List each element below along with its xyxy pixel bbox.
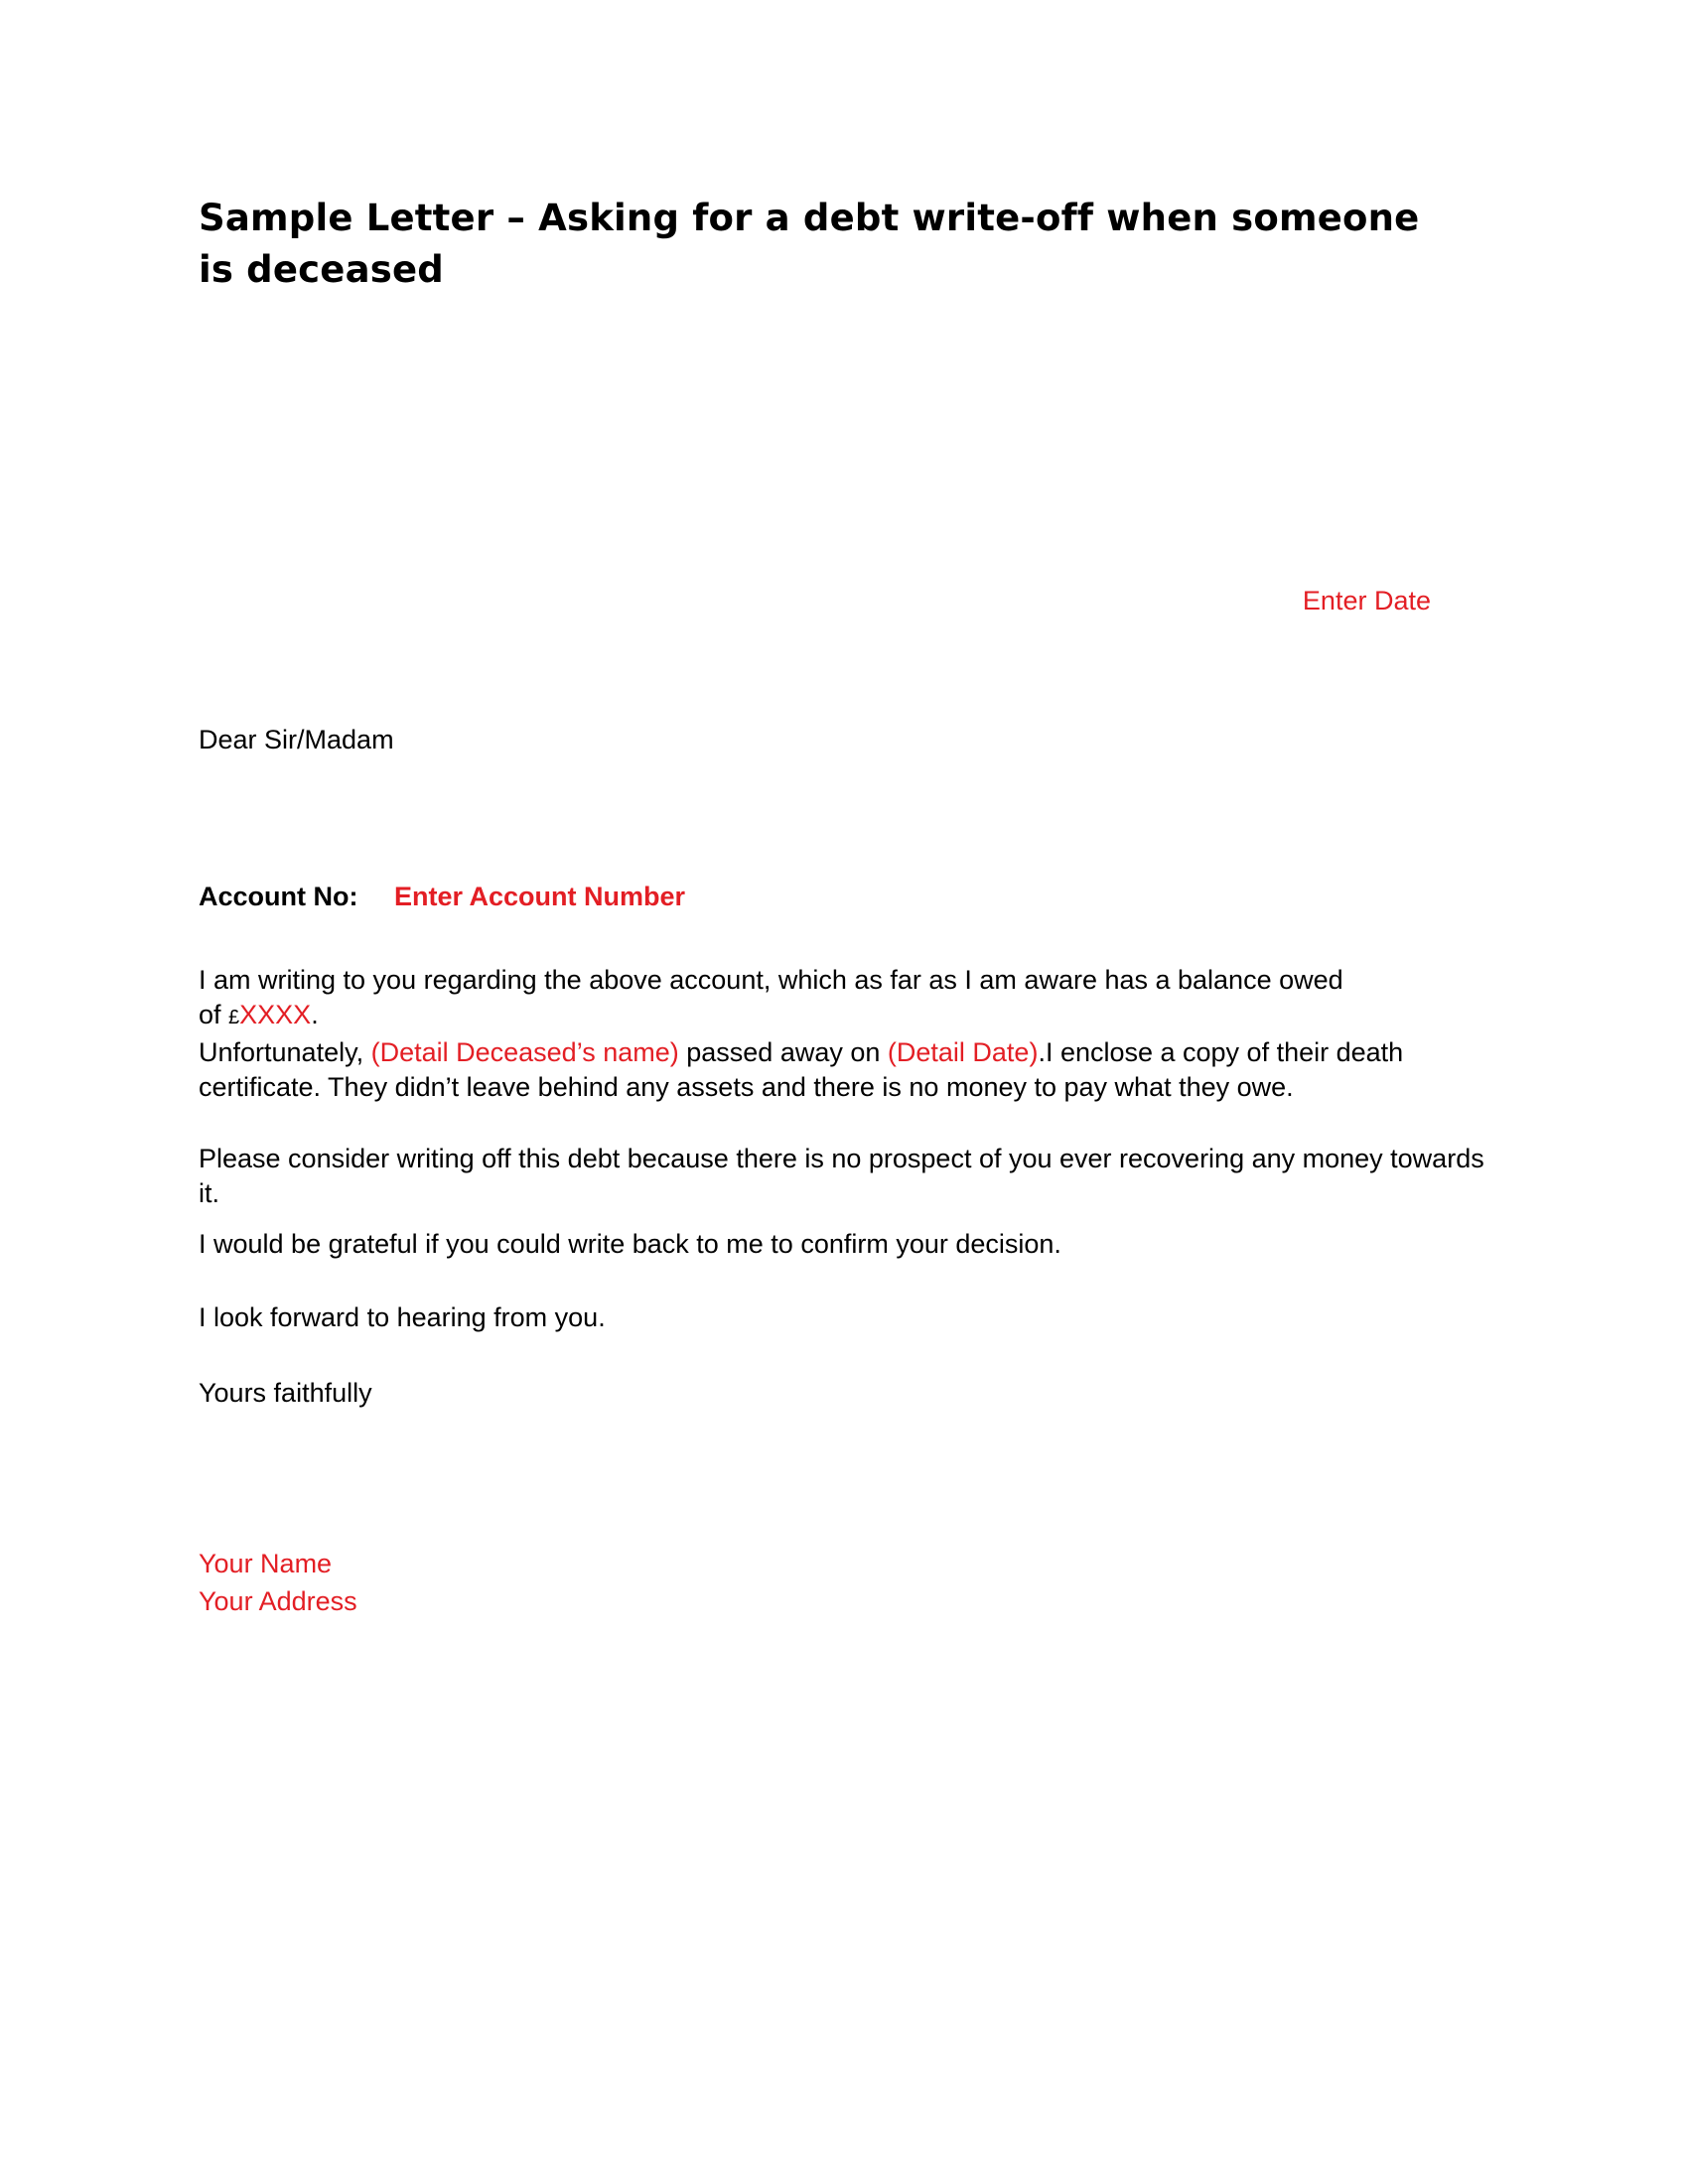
paragraph-confirm-decision: I would be grateful if you could write back to me to confirm your decision. [199, 1229, 1061, 1259]
deceased-name-placeholder: (Detail Deceased’s name) [370, 1037, 679, 1067]
account-row [199, 880, 685, 914]
of-prefix: of [199, 1000, 229, 1029]
passed-away-text: passed away on [678, 1037, 888, 1067]
paragraph-write-off-request: Please consider writing off this debt because there is no prospect of you ever recovering any money towards it. [199, 1144, 1484, 1208]
salutation: Dear Sir/Madam [199, 725, 394, 754]
letter-title: Sample Letter – Asking for a debt write-off when someone is deceased [199, 197, 1420, 291]
your-name-placeholder: Your Name [199, 1549, 333, 1578]
account-label: Account No: [199, 882, 358, 911]
date-placeholder: Enter Date [1302, 586, 1431, 615]
paragraph-balance-line: I am writing to you regarding the above account, which as far as I am aware has a balance owed [199, 965, 1343, 995]
amount-suffix: . [311, 1000, 319, 1029]
currency-symbol: £ [228, 1007, 240, 1028]
signature-block [199, 1545, 357, 1620]
paragraph-look-forward: I look forward to hearing from you. [199, 1302, 606, 1332]
unfortunately-text: Unfortunately, [199, 1037, 371, 1067]
closing: Yours faithfully [199, 1378, 372, 1408]
paragraph-balance-and-death [199, 963, 1489, 1105]
amount-placeholder: XXXX [239, 1000, 312, 1029]
account-number-placeholder: Enter Account Number [394, 882, 686, 911]
death-date-placeholder: (Detail Date) [887, 1037, 1039, 1067]
death-certificate-text: .I enclose a copy of their death certificate. They didn’t leave behind any assets and there is no money to pay what they owe. [199, 1037, 1404, 1102]
your-address-placeholder: Your Address [199, 1586, 357, 1616]
